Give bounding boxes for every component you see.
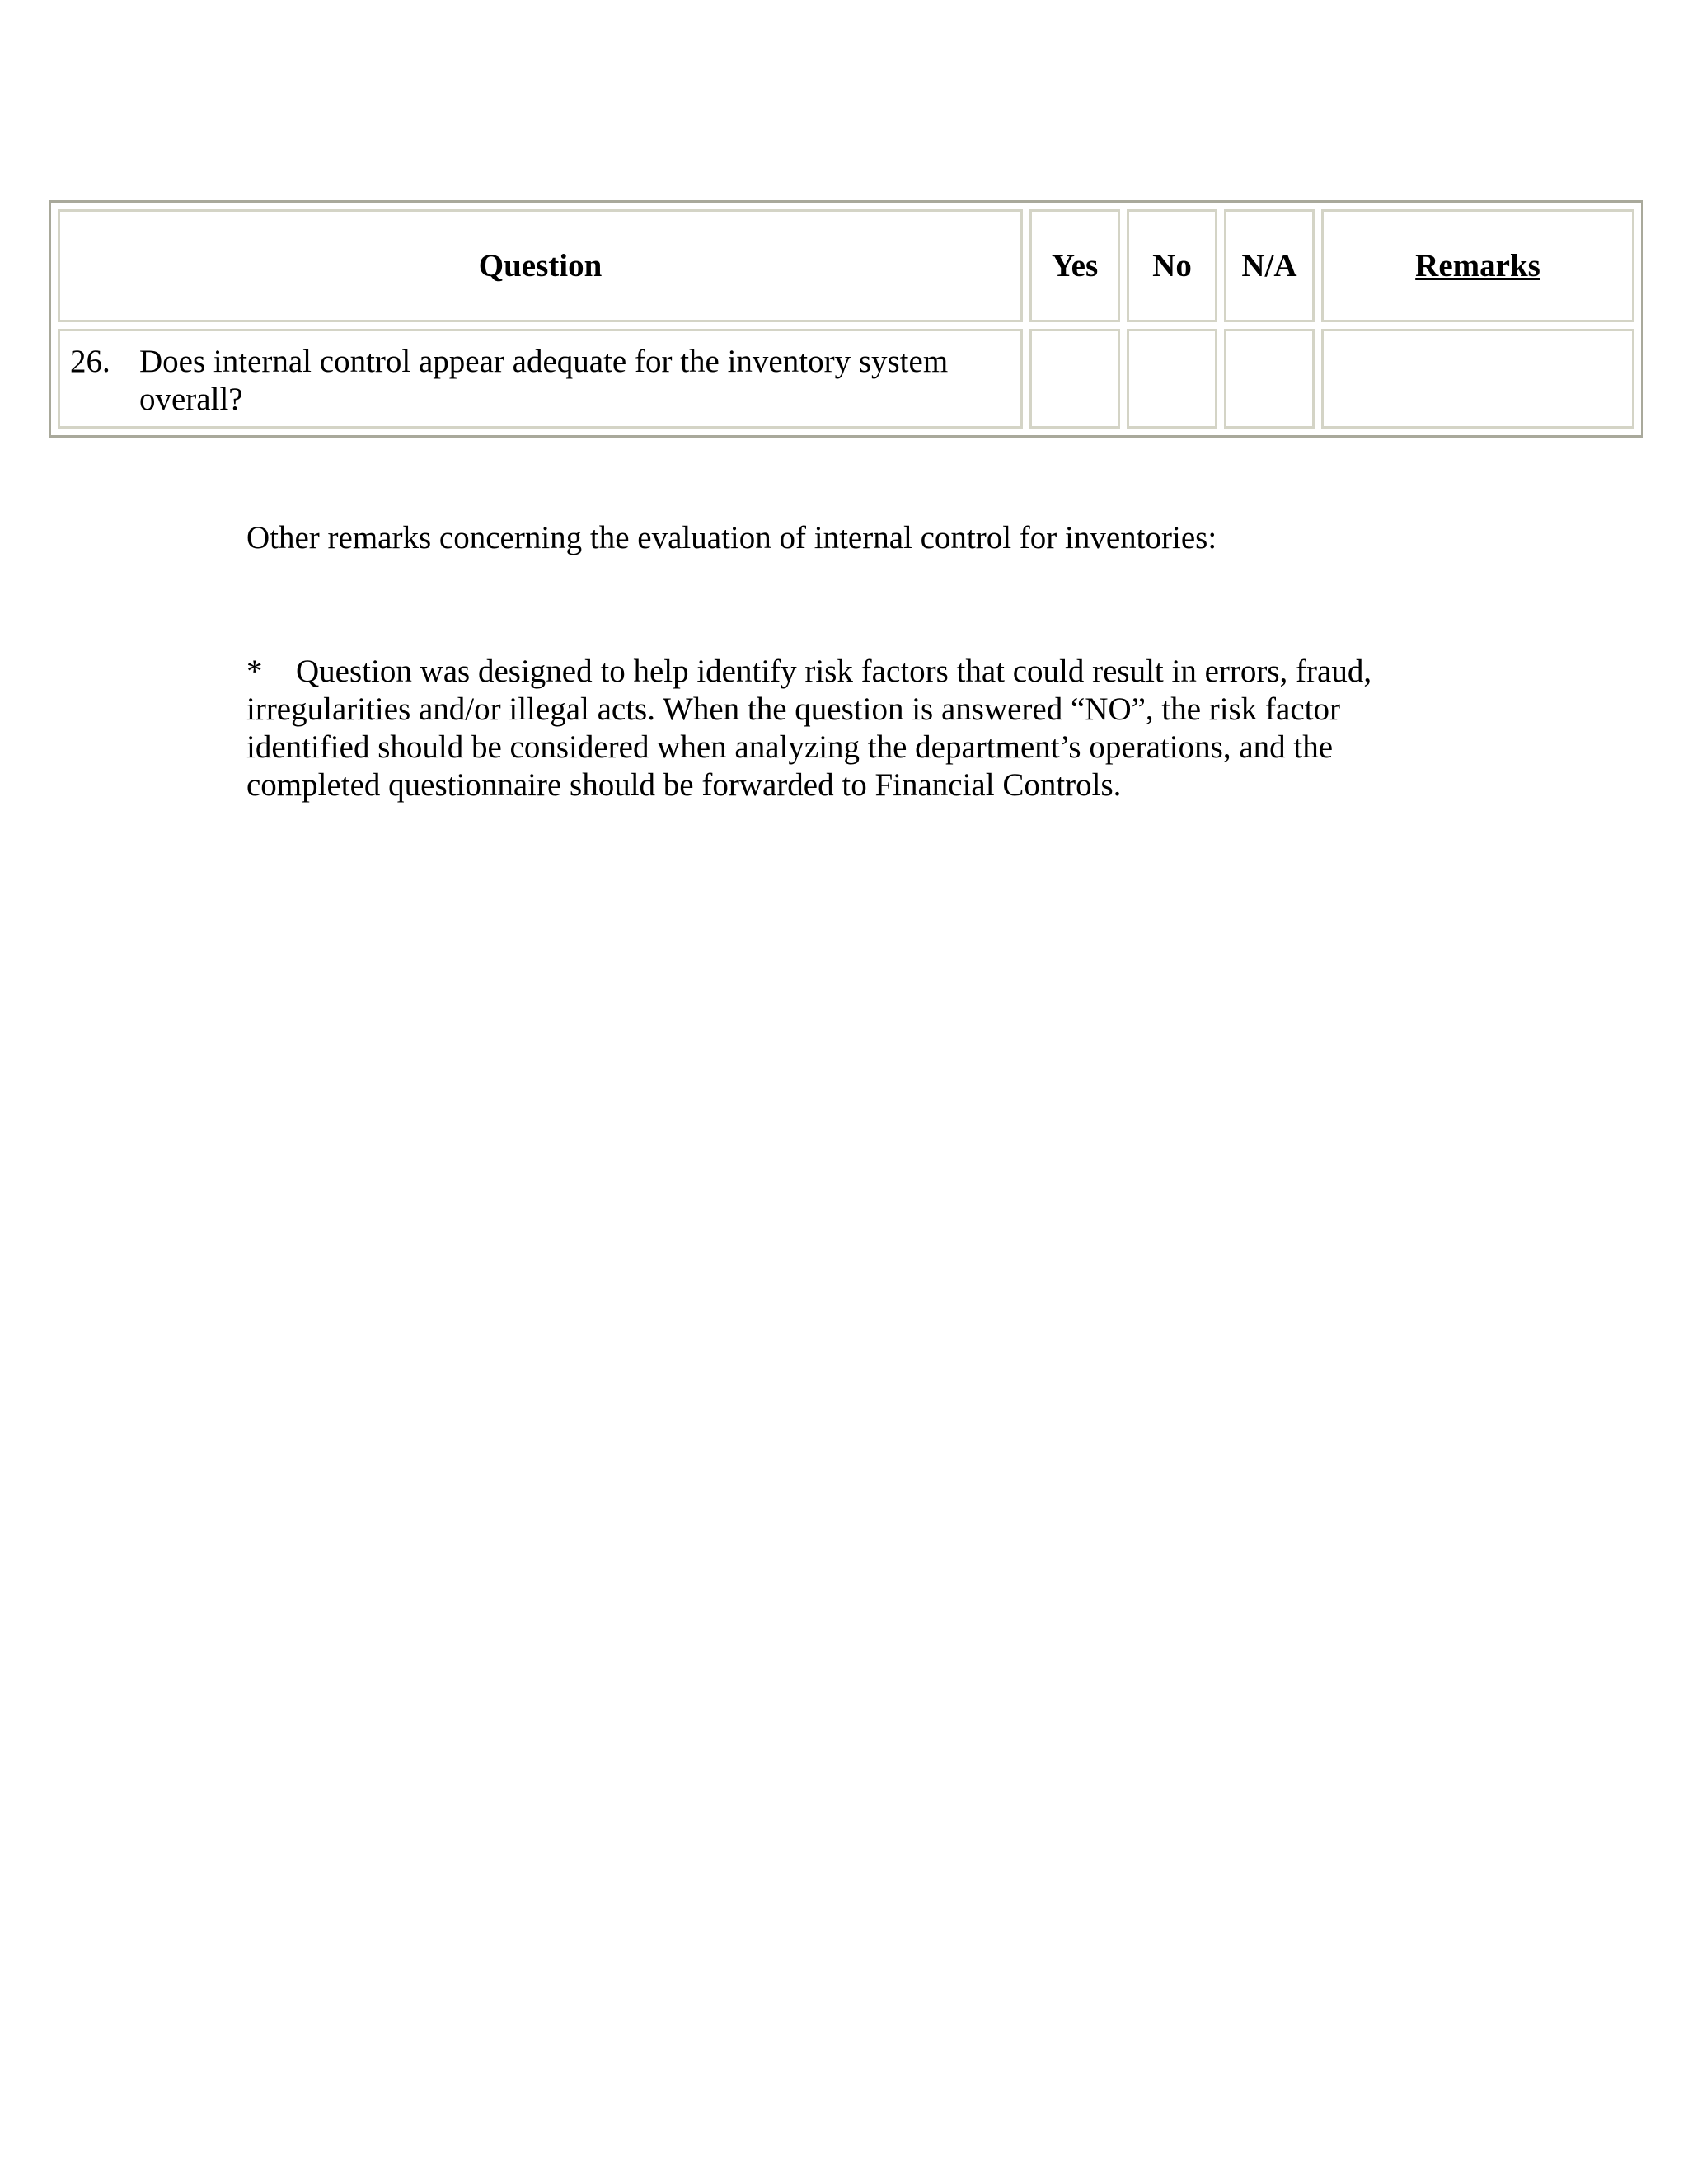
remarks-cell[interactable]: [1321, 329, 1634, 429]
footnote: [246, 653, 1433, 804]
header-remarks: [1321, 209, 1634, 322]
answer-no-cell[interactable]: [1127, 329, 1217, 429]
answer-na-cell[interactable]: [1224, 329, 1315, 429]
other-remarks-label: Other remarks concerning the evaluation of internal control for inventories:: [246, 520, 1217, 555]
question-item: [70, 343, 1010, 419]
question-number: 26.: [70, 344, 110, 379]
header-na: N/A: [1224, 209, 1315, 322]
header-yes: Yes: [1029, 209, 1120, 322]
questionnaire-table: [49, 200, 1643, 438]
footnote-text: Question was designed to help identify risk factors that could result in errors, fraud, irregularities and/or illegal acts. When the question is answered “NO”, the risk factor identified should be considered when analyzing the department’s operations, and the completed questionnaire should be forwarded to Financial Controls.: [246, 654, 1372, 803]
table-header-row: [58, 209, 1634, 322]
header-question: Question: [58, 209, 1023, 322]
footnote-asterisk: *: [246, 654, 263, 689]
header-remarks-label: Remarks: [1415, 248, 1540, 284]
question-text: Does internal control appear adequate for the inventory system overall?: [139, 344, 949, 417]
answer-yes-cell[interactable]: [1029, 329, 1120, 429]
question-cell: [58, 329, 1023, 429]
header-no: No: [1127, 209, 1217, 322]
table-row: [58, 329, 1634, 429]
